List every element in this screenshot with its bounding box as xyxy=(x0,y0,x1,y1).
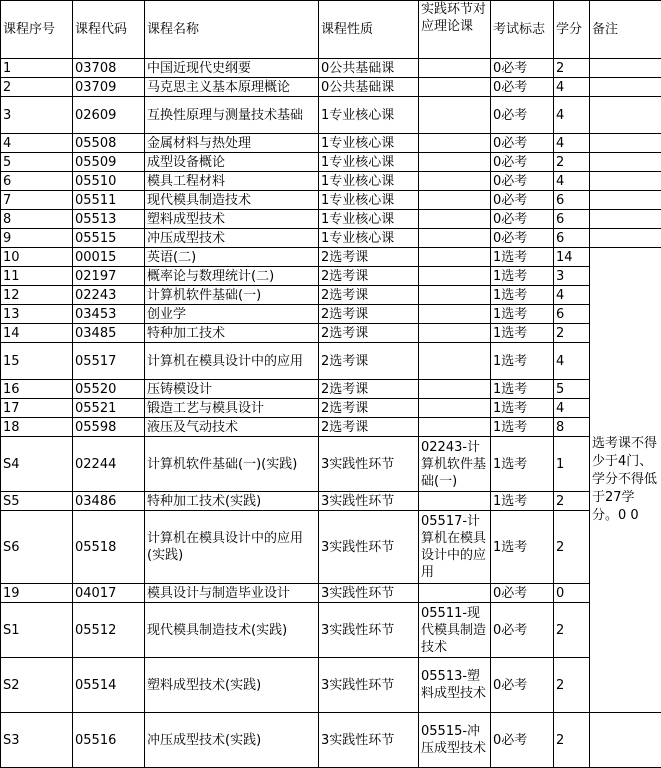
seq-cell: 10 xyxy=(1,248,73,267)
code-cell: 05515 xyxy=(73,229,145,248)
theory-cell: 05515-冲压成型技术 xyxy=(419,713,491,768)
code-cell: 05516 xyxy=(73,713,145,768)
theory-cell xyxy=(419,97,491,134)
nature-cell: 1专业核心课 xyxy=(319,210,419,229)
code-cell: 03485 xyxy=(73,324,145,343)
nature-cell: 2选考课 xyxy=(319,324,419,343)
nature-cell: 3实践性环节 xyxy=(319,437,419,492)
table-row xyxy=(1,603,661,658)
credit-cell: 2 xyxy=(554,492,590,511)
exam-cell: 0必考 xyxy=(491,210,554,229)
exam-cell: 0必考 xyxy=(491,191,554,210)
table-row xyxy=(1,97,661,134)
table-row xyxy=(1,492,661,511)
code-cell: 03453 xyxy=(73,305,145,324)
name-cell: 现代模具制造技术 xyxy=(145,191,319,210)
theory-cell xyxy=(419,343,491,380)
seq-cell: S4 xyxy=(1,437,73,492)
nature-cell: 3实践性环节 xyxy=(319,603,419,658)
seq-cell: 9 xyxy=(1,229,73,248)
name-cell: 特种加工技术(实践) xyxy=(145,492,319,511)
table-row xyxy=(1,78,661,97)
header-cell: 课程性质 xyxy=(319,1,419,59)
theory-cell xyxy=(419,399,491,418)
table-row xyxy=(1,153,661,172)
name-cell: 特种加工技术 xyxy=(145,324,319,343)
name-cell: 计算机软件基础(一) xyxy=(145,286,319,305)
seq-cell: 3 xyxy=(1,97,73,134)
code-cell: 05508 xyxy=(73,134,145,153)
header-cell: 备注 xyxy=(590,1,661,59)
theory-cell xyxy=(419,418,491,437)
exam-cell: 1选考 xyxy=(491,248,554,267)
seq-cell: S5 xyxy=(1,492,73,511)
name-cell: 成型设备概论 xyxy=(145,153,319,172)
nature-cell: 1专业核心课 xyxy=(319,97,419,134)
credit-cell: 6 xyxy=(554,305,590,324)
nature-cell: 1专业核心课 xyxy=(319,172,419,191)
credit-cell: 4 xyxy=(554,343,590,380)
header-cell: 考试标志 xyxy=(491,1,554,59)
seq-cell: 2 xyxy=(1,78,73,97)
seq-cell: S1 xyxy=(1,603,73,658)
seq-cell: 19 xyxy=(1,584,73,603)
nature-cell: 2选考课 xyxy=(319,248,419,267)
name-cell: 压铸模设计 xyxy=(145,380,319,399)
nature-cell: 0公共基础课 xyxy=(319,59,419,78)
nature-cell: 1专业核心课 xyxy=(319,191,419,210)
nature-cell: 2选考课 xyxy=(319,305,419,324)
code-cell: 00015 xyxy=(73,248,145,267)
nature-cell: 0公共基础课 xyxy=(319,78,419,97)
theory-cell: 05517-计算机在模具设计中的应用 xyxy=(419,511,491,584)
remark-cell xyxy=(590,210,661,229)
credit-cell: 4 xyxy=(554,399,590,418)
theory-cell: 05513-塑料成型技术 xyxy=(419,658,491,713)
exam-cell: 1选考 xyxy=(491,399,554,418)
exam-cell: 1选考 xyxy=(491,418,554,437)
seq-cell: 12 xyxy=(1,286,73,305)
nature-cell: 3实践性环节 xyxy=(319,511,419,584)
name-cell: 模具工程材料 xyxy=(145,172,319,191)
code-cell: 02197 xyxy=(73,267,145,286)
exam-cell: 0必考 xyxy=(491,229,554,248)
nature-cell: 3实践性环节 xyxy=(319,584,419,603)
seq-cell: S3 xyxy=(1,713,73,768)
header-cell: 实践环节对应理论课 xyxy=(419,1,491,59)
theory-cell xyxy=(419,248,491,267)
name-cell: 金属材料与热处理 xyxy=(145,134,319,153)
nature-cell: 3实践性环节 xyxy=(319,713,419,768)
nature-cell: 2选考课 xyxy=(319,399,419,418)
seq-cell: S6 xyxy=(1,511,73,584)
name-cell: 互换性原理与测量技术基础 xyxy=(145,97,319,134)
name-cell: 冲压成型技术 xyxy=(145,229,319,248)
name-cell: 液压及气动技术 xyxy=(145,418,319,437)
nature-cell: 2选考课 xyxy=(319,380,419,399)
code-cell: 05509 xyxy=(73,153,145,172)
theory-cell xyxy=(419,134,491,153)
name-cell: 计算机软件基础(一)(实践) xyxy=(145,437,319,492)
credit-cell: 2 xyxy=(554,658,590,713)
credit-cell: 3 xyxy=(554,267,590,286)
exam-cell: 1选考 xyxy=(491,343,554,380)
name-cell: 中国近现代史纲要 xyxy=(145,59,319,78)
table-row xyxy=(1,584,661,603)
theory-cell xyxy=(419,153,491,172)
code-cell: 02243 xyxy=(73,286,145,305)
table-row xyxy=(1,248,661,267)
theory-cell: 05511-现代模具制造技术 xyxy=(419,603,491,658)
exam-cell: 1选考 xyxy=(491,267,554,286)
name-cell: 锻造工艺与模具设计 xyxy=(145,399,319,418)
name-cell: 计算机在模具设计中的应用 xyxy=(145,343,319,380)
seq-cell: 8 xyxy=(1,210,73,229)
credit-cell: 14 xyxy=(554,248,590,267)
credit-cell: 4 xyxy=(554,172,590,191)
seq-cell: 17 xyxy=(1,399,73,418)
remark-cell xyxy=(590,97,661,134)
credit-cell: 6 xyxy=(554,210,590,229)
table-row xyxy=(1,418,661,437)
name-cell: 现代模具制造技术(实践) xyxy=(145,603,319,658)
name-cell: 计算机在模具设计中的应用(实践) xyxy=(145,511,319,584)
table-row xyxy=(1,59,661,78)
header-cell: 课程代码 xyxy=(73,1,145,59)
name-cell: 创业学 xyxy=(145,305,319,324)
credit-cell: 8 xyxy=(554,418,590,437)
theory-cell xyxy=(419,172,491,191)
remark-cell xyxy=(590,134,661,153)
seq-cell: 14 xyxy=(1,324,73,343)
code-cell: 05521 xyxy=(73,399,145,418)
seq-cell: 16 xyxy=(1,380,73,399)
theory-cell xyxy=(419,492,491,511)
code-cell: 05520 xyxy=(73,380,145,399)
table-row xyxy=(1,399,661,418)
code-cell: 05514 xyxy=(73,658,145,713)
nature-cell: 2选考课 xyxy=(319,267,419,286)
seq-cell: 15 xyxy=(1,343,73,380)
remark-cell xyxy=(590,59,661,78)
exam-cell: 0必考 xyxy=(491,134,554,153)
credit-cell: 4 xyxy=(554,134,590,153)
seq-cell: 18 xyxy=(1,418,73,437)
table-row xyxy=(1,380,661,399)
exam-cell: 0必考 xyxy=(491,78,554,97)
credit-cell: 0 xyxy=(554,584,590,603)
code-cell: 05513 xyxy=(73,210,145,229)
nature-cell: 1专业核心课 xyxy=(319,153,419,172)
credit-cell: 2 xyxy=(554,153,590,172)
nature-cell: 2选考课 xyxy=(319,418,419,437)
theory-cell xyxy=(419,210,491,229)
code-cell: 05512 xyxy=(73,603,145,658)
code-cell: 03486 xyxy=(73,492,145,511)
code-cell: 04017 xyxy=(73,584,145,603)
seq-cell: 5 xyxy=(1,153,73,172)
seq-cell: 7 xyxy=(1,191,73,210)
seq-cell: 6 xyxy=(1,172,73,191)
seq-cell: 4 xyxy=(1,134,73,153)
credit-cell: 4 xyxy=(554,97,590,134)
remark-cell xyxy=(590,191,661,210)
theory-cell xyxy=(419,191,491,210)
theory-cell xyxy=(419,305,491,324)
credit-cell: 2 xyxy=(554,59,590,78)
table-row xyxy=(1,343,661,380)
name-cell: 英语(二) xyxy=(145,248,319,267)
name-cell: 概率论与数理统计(二) xyxy=(145,267,319,286)
credit-cell: 1 xyxy=(554,437,590,492)
seq-cell: 13 xyxy=(1,305,73,324)
theory-cell xyxy=(419,78,491,97)
exam-cell: 0必考 xyxy=(491,97,554,134)
exam-cell: 0必考 xyxy=(491,713,554,768)
exam-cell: 1选考 xyxy=(491,324,554,343)
exam-cell: 0必考 xyxy=(491,658,554,713)
theory-cell xyxy=(419,229,491,248)
exam-cell: 1选考 xyxy=(491,305,554,324)
nature-cell: 3实践性环节 xyxy=(319,492,419,511)
code-cell: 05518 xyxy=(73,511,145,584)
table-row xyxy=(1,437,661,492)
table-row xyxy=(1,134,661,153)
code-cell: 02244 xyxy=(73,437,145,492)
credit-cell: 2 xyxy=(554,324,590,343)
nature-cell: 3实践性环节 xyxy=(319,658,419,713)
theory-cell: 02243-计算机软件基础(一) xyxy=(419,437,491,492)
exam-cell: 1选考 xyxy=(491,492,554,511)
table-row xyxy=(1,191,661,210)
credit-cell: 6 xyxy=(554,229,590,248)
credit-cell: 2 xyxy=(554,713,590,768)
name-cell: 冲压成型技术(实践) xyxy=(145,713,319,768)
exam-cell: 0必考 xyxy=(491,153,554,172)
theory-cell xyxy=(419,59,491,78)
header-cell: 学分 xyxy=(554,1,590,59)
exam-cell: 1选考 xyxy=(491,380,554,399)
name-cell: 马克思主义基本原理概论 xyxy=(145,78,319,97)
table-row xyxy=(1,286,661,305)
header-cell: 课程名称 xyxy=(145,1,319,59)
exam-cell: 0必考 xyxy=(491,172,554,191)
code-cell: 02609 xyxy=(73,97,145,134)
table-row xyxy=(1,229,661,248)
remark-cell xyxy=(590,153,661,172)
table-row xyxy=(1,305,661,324)
table-row xyxy=(1,267,661,286)
exam-cell: 1选考 xyxy=(491,437,554,492)
nature-cell: 2选考课 xyxy=(319,343,419,380)
credit-cell: 2 xyxy=(554,511,590,584)
table-row xyxy=(1,324,661,343)
theory-cell xyxy=(419,267,491,286)
table-row xyxy=(1,511,661,584)
theory-cell xyxy=(419,286,491,305)
theory-cell xyxy=(419,584,491,603)
remark-cell: 选考课不得少于4门、学分不得低于27学分。0 0 xyxy=(590,248,661,713)
remark-cell xyxy=(590,229,661,248)
credit-cell: 6 xyxy=(554,191,590,210)
code-cell: 03708 xyxy=(73,59,145,78)
code-cell: 05510 xyxy=(73,172,145,191)
table-row xyxy=(1,172,661,191)
table-row xyxy=(1,210,661,229)
exam-cell: 1选考 xyxy=(491,286,554,305)
nature-cell: 1专业核心课 xyxy=(319,229,419,248)
nature-cell: 2选考课 xyxy=(319,286,419,305)
seq-cell: S2 xyxy=(1,658,73,713)
table-row xyxy=(1,713,661,768)
name-cell: 模具设计与制造毕业设计 xyxy=(145,584,319,603)
credit-cell: 4 xyxy=(554,78,590,97)
header-cell: 课程序号 xyxy=(1,1,73,59)
code-cell: 05511 xyxy=(73,191,145,210)
seq-cell: 1 xyxy=(1,59,73,78)
code-cell: 05517 xyxy=(73,343,145,380)
credit-cell: 5 xyxy=(554,380,590,399)
credit-cell: 4 xyxy=(554,286,590,305)
remark-cell xyxy=(590,78,661,97)
theory-cell xyxy=(419,324,491,343)
theory-cell xyxy=(419,380,491,399)
header-row xyxy=(1,1,661,59)
code-cell: 03709 xyxy=(73,78,145,97)
exam-cell: 0必考 xyxy=(491,584,554,603)
nature-cell: 1专业核心课 xyxy=(319,134,419,153)
seq-cell: 11 xyxy=(1,267,73,286)
exam-cell: 1选考 xyxy=(491,511,554,584)
code-cell: 05598 xyxy=(73,418,145,437)
exam-cell: 0必考 xyxy=(491,603,554,658)
credit-cell: 2 xyxy=(554,603,590,658)
exam-cell: 0必考 xyxy=(491,59,554,78)
name-cell: 塑料成型技术 xyxy=(145,210,319,229)
table-row xyxy=(1,658,661,713)
name-cell: 塑料成型技术(实践) xyxy=(145,658,319,713)
remark-cell xyxy=(590,172,661,191)
remark-cell xyxy=(590,713,661,768)
